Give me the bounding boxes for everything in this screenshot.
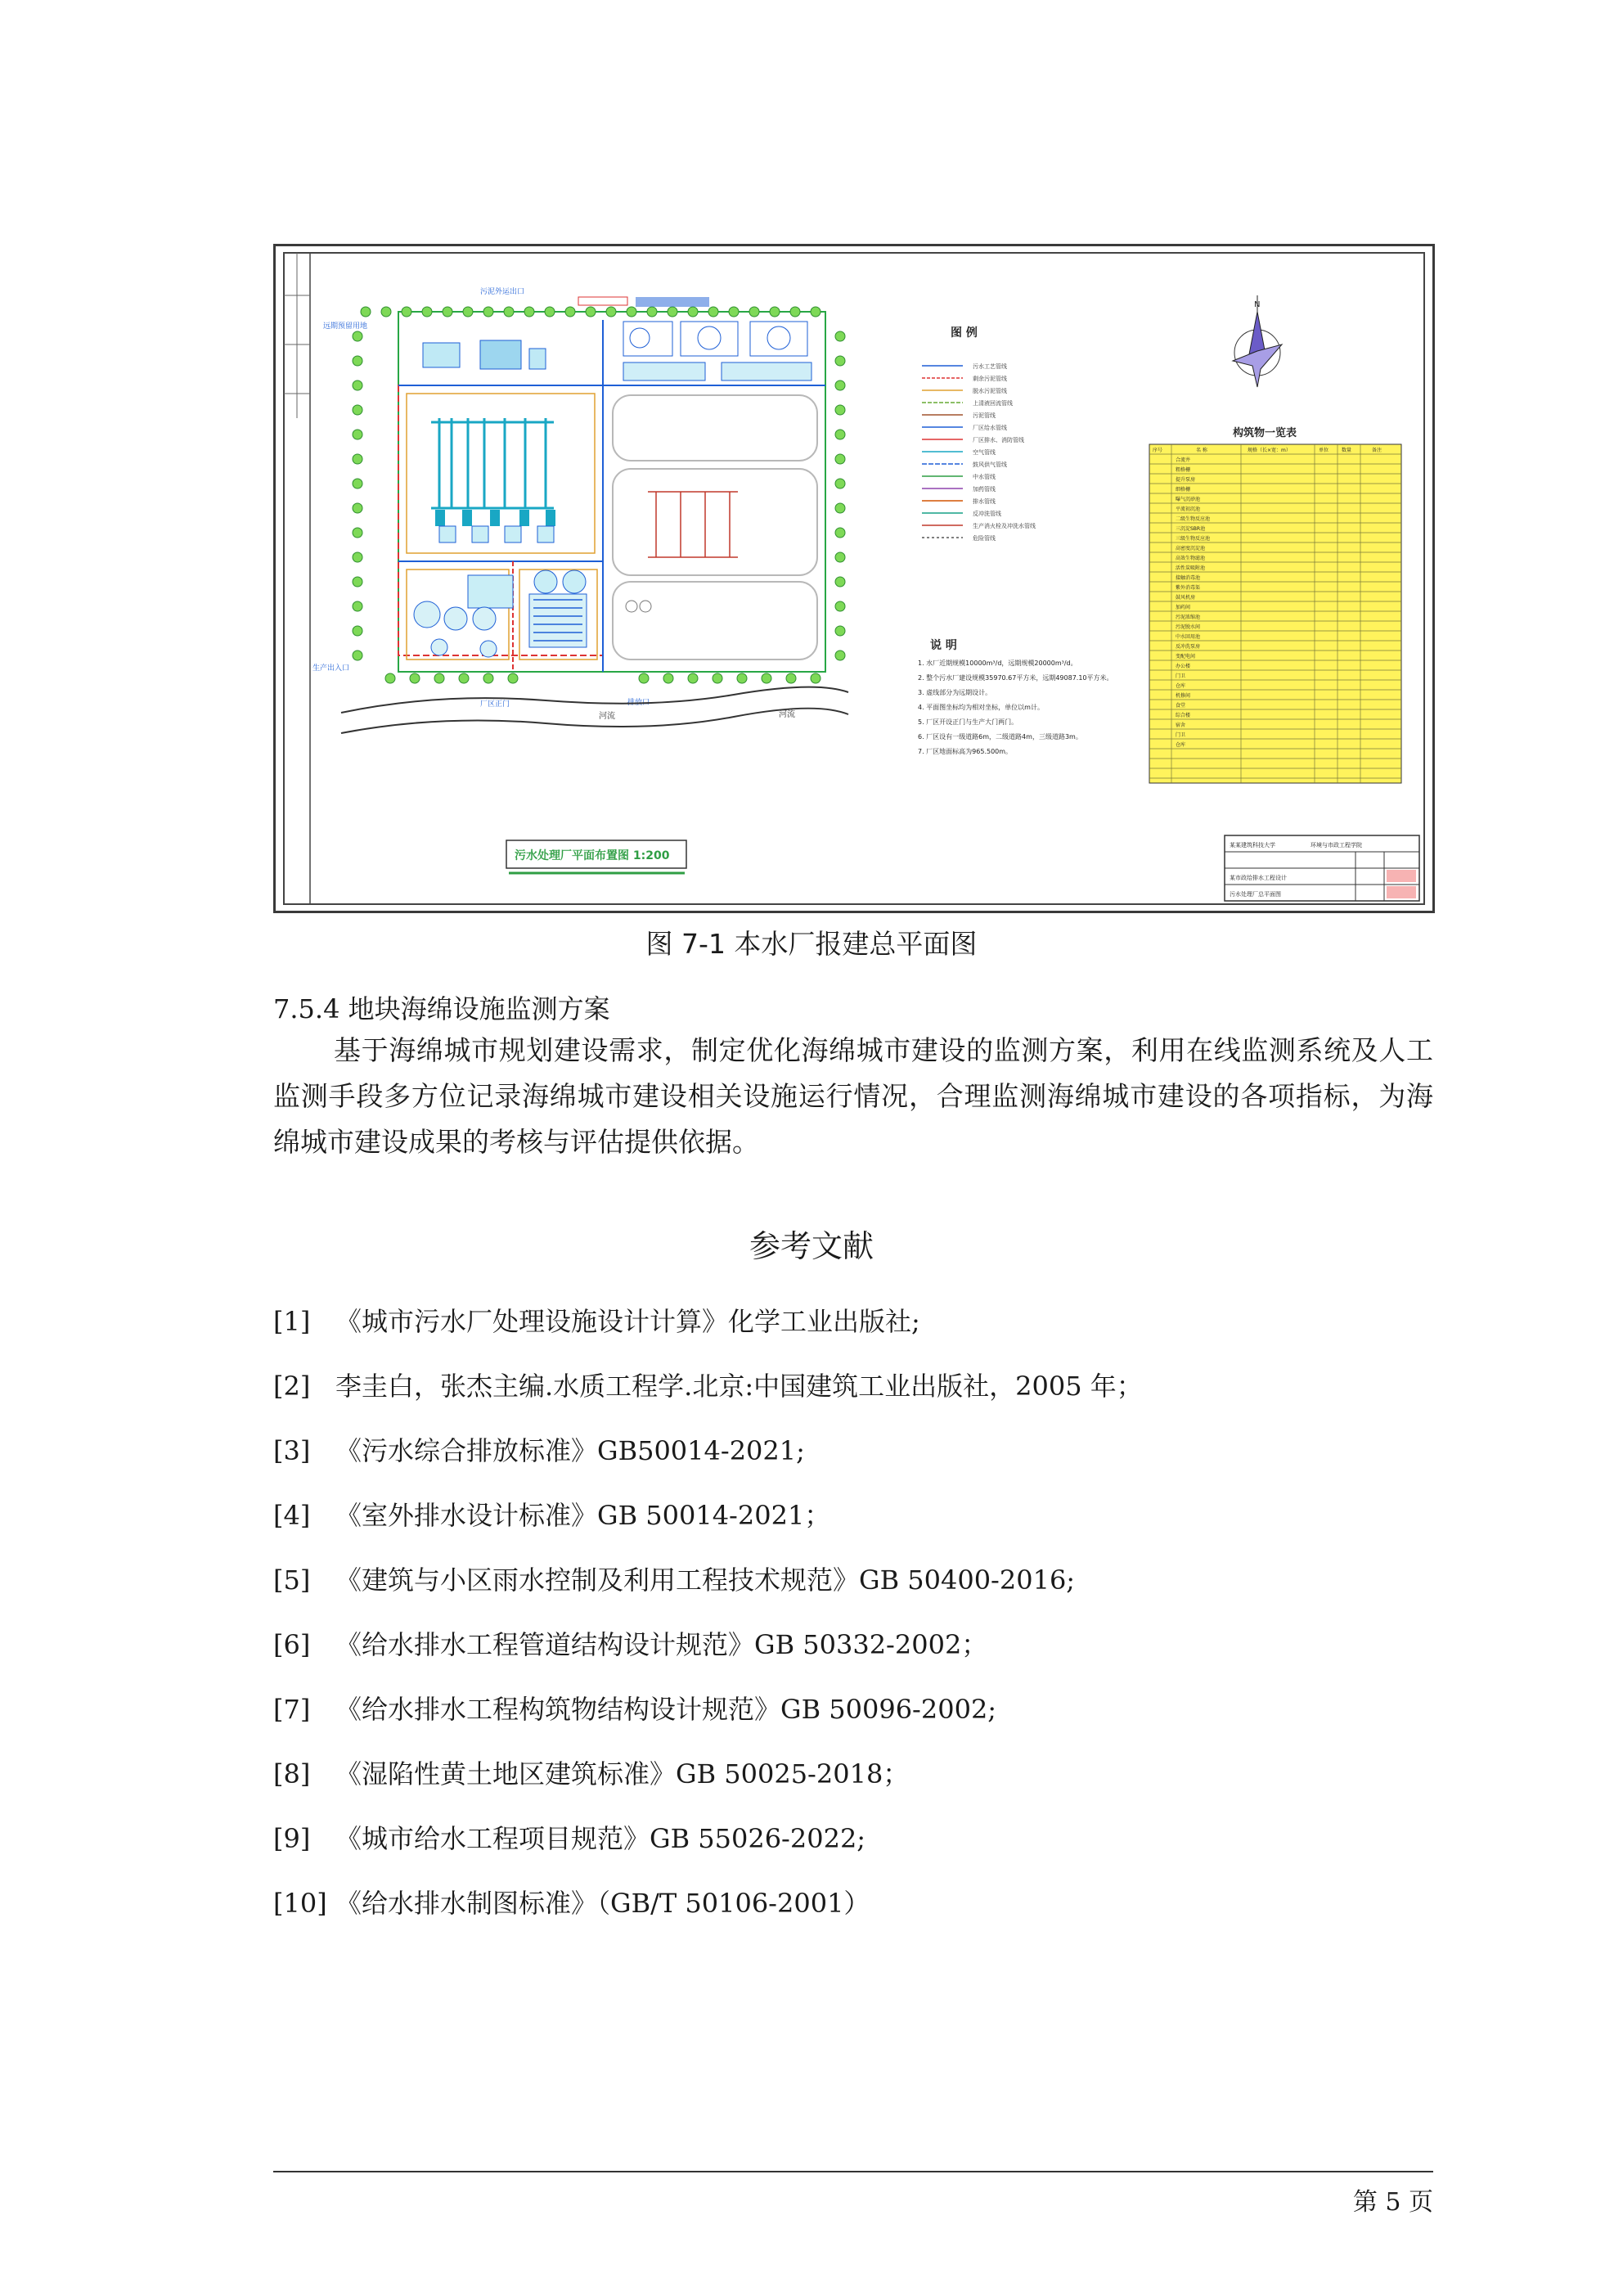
table-cell: 细格栅 — [1176, 487, 1191, 493]
table-cell: 三级生物反应池 — [1176, 536, 1211, 542]
tb-project: 某市政给排水工程设计 — [1230, 875, 1287, 881]
reference-number: [2] — [273, 1371, 311, 1402]
site-plan-figure — [273, 244, 1435, 913]
legend-item: 鼓风供气管线 — [973, 461, 1007, 468]
table-cell: 高效生物滤池 — [1176, 556, 1206, 561]
reference-number: [1] — [273, 1306, 311, 1337]
table-cell: 仓库 — [1176, 742, 1186, 748]
legend-item: 污泥管线 — [973, 412, 996, 419]
legend-item: 剩余污泥管线 — [973, 376, 1007, 382]
drawing-title: 污水处理厂平面布置图 1:200 — [515, 849, 670, 862]
table-header: 名 称 — [1196, 448, 1207, 453]
table-cell: 机修间 — [1176, 693, 1191, 699]
table-cell: 污泥浓缩池 — [1176, 615, 1201, 620]
label-far-top: 污泥外运出口 — [480, 288, 525, 296]
reference-number: [8] — [273, 1758, 311, 1790]
river-label-2: 河流 — [779, 710, 795, 719]
legend-item: 反冲洗管线 — [973, 511, 1001, 517]
section-heading: 7.5.4 地块海绵设施监测方案 — [273, 993, 610, 1024]
table-cell: 门卫 — [1176, 732, 1186, 738]
references-title: 参考文献 — [749, 1228, 874, 1264]
reference-text: 《给水排水工程构筑物结构设计规范》GB 50096-2002; — [335, 1694, 997, 1725]
note-item: 3. 虚线部分为远期设计。 — [918, 689, 992, 696]
site-plan-drawing — [276, 246, 1432, 911]
reference-number: [7] — [273, 1694, 311, 1725]
reference-text: 李圭白，张杰主编.水质工程学.北京:中国建筑工业出版社，2005 年； — [335, 1371, 1143, 1402]
reference-number: [5] — [273, 1564, 311, 1596]
table-cell: 粗格栅 — [1176, 467, 1191, 473]
label-top-left: 远期预留用地 — [323, 322, 368, 331]
table-header: 单位 — [1319, 448, 1329, 453]
legend-item: 中水管线 — [973, 474, 996, 480]
table-cell: 接触消毒池 — [1176, 575, 1201, 581]
tb-school: 某某建筑科技大学 — [1230, 842, 1275, 849]
reference-number: [3] — [273, 1435, 311, 1466]
reference-text: 《建筑与小区雨水控制及利用工程技术规范》GB 50400-2016; — [335, 1564, 1076, 1596]
legend-item: 排水管线 — [973, 498, 996, 505]
table-title: 构筑物一览表 — [1233, 427, 1297, 439]
reference-number: [4] — [273, 1500, 311, 1531]
table-cell: 污泥脱水间 — [1176, 624, 1201, 630]
reference-item — [273, 1883, 1143, 1947]
legend-title: 图 例 — [951, 326, 978, 340]
reference-item — [273, 1301, 1143, 1366]
table-cell: 宿舍 — [1176, 723, 1186, 728]
legend-item: 厂区给水管线 — [973, 425, 1007, 431]
references-list — [273, 1301, 1143, 1947]
reference-text: 《污水综合排放标准》GB50014-2021; — [335, 1435, 805, 1466]
footer-divider — [273, 2171, 1433, 2172]
tb-dept: 环境与市政工程学院 — [1311, 842, 1362, 849]
note-item: 7. 厂区地面标高为965.500m。 — [918, 748, 1013, 755]
reference-item — [273, 1624, 1143, 1689]
table-cell: 加药间 — [1176, 605, 1191, 610]
table-cell: 曝气沉砂池 — [1176, 497, 1201, 502]
figure-caption: 图 7-1 本水厂报建总平面图 — [645, 928, 978, 960]
reference-item — [273, 1495, 1143, 1560]
reference-item — [273, 1560, 1143, 1624]
note-item: 4. 平面图坐标均为相对坐标，单位以m计。 — [918, 704, 1044, 711]
note-item: 2. 整个污水厂建设规模35970.67平方米，远期49087.10平方米。 — [918, 674, 1113, 682]
page-number: 第 5 页 — [1352, 2188, 1433, 2217]
reference-text: 《湿陷性黄土地区建筑标准》GB 50025-2018； — [335, 1758, 910, 1790]
reference-item — [273, 1754, 1143, 1818]
table-cell: 二级生物反应池 — [1176, 516, 1211, 522]
table-cell: 变配电间 — [1176, 654, 1196, 660]
reference-item — [273, 1366, 1143, 1430]
north-label: N — [1254, 300, 1261, 309]
note-item: 1. 水厂近期规模10000m³/d，远期规模20000m³/d。 — [918, 660, 1077, 667]
reference-number: [9] — [273, 1823, 311, 1854]
legend-item: 上清液回流管线 — [973, 400, 1013, 407]
reference-text: 《给水排水制图标准》（GB/T 50106-2001） — [335, 1888, 870, 1919]
table-cell: 中水回用池 — [1176, 634, 1201, 640]
reference-number: [6] — [273, 1629, 311, 1660]
reference-number: [10] — [273, 1888, 327, 1919]
table-cell: 紫外消毒渠 — [1176, 585, 1201, 591]
label-entry-left: 生产出入口 — [312, 664, 350, 673]
reference-text: 《室外排水设计标准》GB 50014-2021； — [335, 1500, 831, 1531]
label-main-gate: 厂区正门 — [480, 700, 510, 709]
note-item: 5. 厂区开设正门与生产大门两门。 — [918, 718, 1018, 726]
legend-item: 危险管线 — [973, 535, 996, 542]
table-header: 备注 — [1372, 448, 1382, 453]
legend-item: 空气管线 — [973, 449, 996, 456]
river-label-1: 河流 — [599, 712, 615, 721]
legend-item: 脱水污泥管线 — [973, 388, 1007, 394]
table-cell: 平流初沉池 — [1176, 506, 1201, 512]
table-cell: 合流井 — [1176, 457, 1191, 463]
reference-item — [273, 1818, 1143, 1883]
reference-text: 《给水排水工程管道结构设计规范》GB 50332-2002； — [335, 1629, 988, 1660]
reference-text: 《城市给水工程项目规范》GB 55026-2022; — [335, 1823, 866, 1854]
table-header: 规格（长×宽：m） — [1248, 448, 1291, 453]
body-paragraph: 基于海绵城市规划建设需求，制定优化海绵城市建设的监测方案，利用在线监测系统及人工监测手段多方位记录海绵城市建设相关设施运行情况，合理监测海绵城市建设的各项指标，为海绵城市建设成果的考核与评估提供依据。 — [273, 1034, 1433, 1158]
table-cell: 提升泵房 — [1176, 477, 1196, 483]
table-cell: 食堂 — [1176, 703, 1186, 709]
table-cell: 反冲洗泵房 — [1176, 644, 1201, 650]
table-cell: 鼓风机房 — [1176, 595, 1196, 601]
table-header: 数量 — [1342, 448, 1352, 453]
legend — [922, 366, 963, 538]
bio-reactors — [431, 418, 554, 508]
table-cell: 活性炭吸附池 — [1176, 565, 1206, 571]
reference-item — [273, 1689, 1143, 1754]
table-cell: 仓库 — [1176, 683, 1186, 689]
note-item: 6. 厂区设有一级道路6m，二级道路4m，三级道路3m。 — [918, 733, 1082, 741]
table-cell: 门卫 — [1176, 673, 1186, 679]
label-outfall: 排放口 — [627, 699, 650, 707]
legend-item: 加药管线 — [973, 486, 996, 493]
table-header: 序号 — [1153, 448, 1163, 453]
river — [341, 687, 848, 733]
tb-drawing: 污水处理厂总平面图 — [1230, 891, 1281, 898]
table-cell: 综合楼 — [1176, 713, 1191, 718]
table-cell: 高密度沉淀池 — [1176, 546, 1206, 551]
legend-item: 污水工艺管线 — [973, 363, 1007, 370]
notes-title: 说 明 — [930, 639, 957, 652]
future-expansion-area — [613, 395, 817, 660]
reference-item — [273, 1430, 1143, 1495]
reference-text: 《城市污水厂处理设施设计计算》化学工业出版社; — [335, 1306, 920, 1337]
table-cell: 三沉淀SBR池 — [1176, 526, 1206, 532]
legend-item: 生产消火栓及冲洗水管线 — [973, 523, 1036, 529]
table-cell: 办公楼 — [1176, 664, 1191, 669]
legend-item: 厂区排水、消防管线 — [973, 437, 1024, 443]
